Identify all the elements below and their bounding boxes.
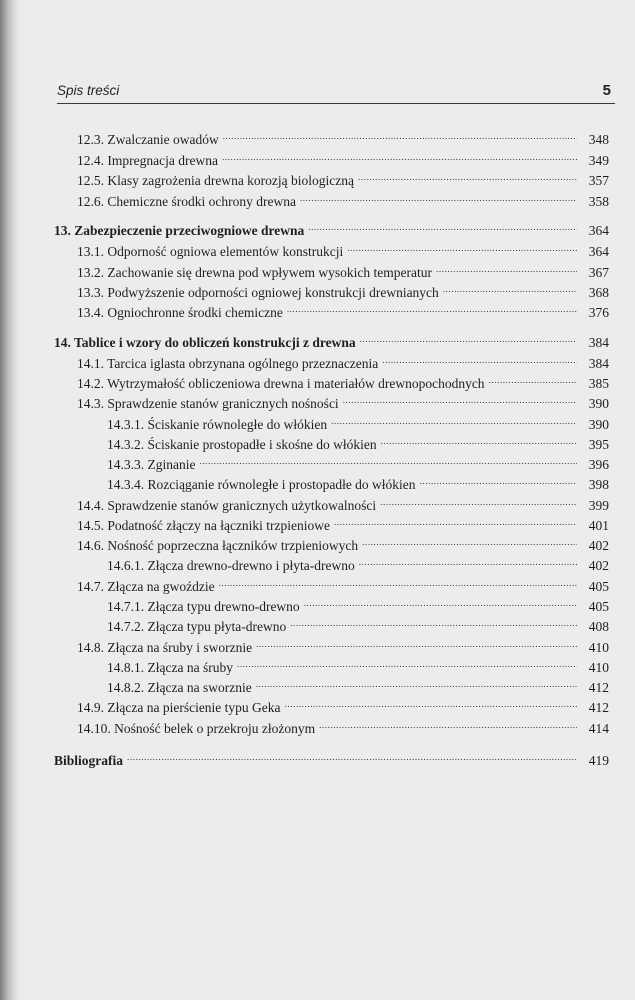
toc-entry[interactable] xyxy=(77,692,609,715)
toc-entry-label: 13.4. Ogniochronne środki chemiczne xyxy=(77,305,283,320)
toc-entry-page: 385 xyxy=(588,376,609,391)
dot-leader xyxy=(223,124,577,144)
toc-entry-page: 401 xyxy=(588,518,609,533)
toc-entry-label: 12.3. Zwalczanie owadów xyxy=(77,132,219,147)
toc-subentry[interactable] xyxy=(107,429,609,452)
toc-entry-page: 390 xyxy=(588,396,609,411)
toc-entry-label: 14.10. Nośność belek o przekroju złożonym xyxy=(77,721,316,736)
toc-entry-label: 14.7. Złącza na gwoździe xyxy=(77,579,215,594)
toc-entry-label: 14.4. Sprawdzenie stanów granicznych użytkowalności xyxy=(77,498,377,513)
toc-entry-page: 405 xyxy=(588,579,609,594)
toc-entry-page: 405 xyxy=(588,599,609,614)
dot-leader xyxy=(360,327,577,347)
toc-entry[interactable] xyxy=(77,165,609,188)
toc-entry-label: 14.3.3. Zginanie xyxy=(107,457,196,472)
toc-entry-page: 398 xyxy=(588,477,609,492)
dot-leader xyxy=(343,388,577,408)
toc-entry[interactable] xyxy=(77,713,609,736)
toc-entry-label: 14.5. Podatność złączy na łączniki trzpieniowe xyxy=(77,518,331,533)
toc-subentry[interactable] xyxy=(107,550,609,573)
toc-entry-label: 14.2. Wytrzymałość obliczeniowa drewna i materiałów drewnopochodnych xyxy=(77,376,485,391)
toc-entry[interactable] xyxy=(77,277,609,300)
toc-entry-label: 13.2. Zachowanie się drewna pod wpływem wysokich temperatur xyxy=(77,265,433,280)
toc-subentry[interactable] xyxy=(107,409,609,432)
toc-entry-page: 419 xyxy=(588,753,609,768)
toc-entry-label: 14.7.2. Złącza typu płyta-drewno xyxy=(107,619,287,634)
dot-leader xyxy=(436,257,577,277)
toc-entry-label: 13. Zabezpieczenie przeciwogniowe drewna xyxy=(54,223,305,238)
dot-leader xyxy=(489,368,577,388)
toc-entry[interactable] xyxy=(77,530,609,553)
toc-entry-page: 410 xyxy=(588,660,609,675)
toc-entry-label: 14.1. Tarcica iglasta obrzynana ogólnego przeznaczenia xyxy=(77,356,379,371)
toc-chapter-entry[interactable] xyxy=(54,327,609,350)
toc-entry-page: 402 xyxy=(588,538,609,553)
toc-entry-page: 408 xyxy=(588,619,609,634)
dot-leader xyxy=(304,591,577,611)
toc-entry-page: 364 xyxy=(588,244,609,259)
dot-leader xyxy=(382,348,577,368)
toc-entry-page: 384 xyxy=(588,335,609,350)
toc-entry-label: 14.3.1. Ściskanie równoległe do włókien xyxy=(107,417,328,432)
toc-entry-label: 14.9. Złącza na pierścienie typu Geka xyxy=(77,700,281,715)
toc-subentry[interactable] xyxy=(107,591,609,614)
toc-entry-label: 14.8.2. Złącza na sworznie xyxy=(107,680,252,695)
toc-entry[interactable] xyxy=(77,236,609,259)
toc-entry-label: 12.5. Klasy zagrożenia drewna korozją biologiczną xyxy=(77,173,355,188)
dot-leader xyxy=(285,692,577,712)
dot-leader xyxy=(443,277,577,297)
dot-leader xyxy=(308,215,577,235)
toc-subentry[interactable] xyxy=(107,449,609,472)
toc-entry[interactable] xyxy=(77,348,609,371)
toc-entry-page: 412 xyxy=(588,700,609,715)
toc-entry-page: 396 xyxy=(588,457,609,472)
dot-leader xyxy=(199,449,577,469)
dot-leader xyxy=(420,469,577,489)
toc-entry-label: 13.1. Odporność ogniowa elementów konstrukcji xyxy=(77,244,344,259)
toc-entry-page: 364 xyxy=(588,223,609,238)
toc-entry[interactable] xyxy=(77,145,609,168)
dot-leader xyxy=(362,530,577,550)
toc-entry-label: 14.3.2. Ściskanie prostopadłe i skośne do włókien xyxy=(107,437,377,452)
toc-entry-label: 14.8.1. Złącza na śruby xyxy=(107,660,233,675)
toc-entry[interactable] xyxy=(77,257,609,280)
dot-leader xyxy=(256,672,577,692)
dot-leader xyxy=(334,510,577,530)
toc-entry-label: 14.8. Złącza na śruby i sworznie xyxy=(77,640,253,655)
toc-subentry[interactable] xyxy=(107,672,609,695)
dot-leader xyxy=(347,236,577,256)
toc-entry-page: 368 xyxy=(588,285,609,300)
toc-entry-label: 14.6. Nośność poprzeczna łączników trzpieniowych xyxy=(77,538,359,553)
dot-leader xyxy=(319,713,577,733)
toc-entry-page: 357 xyxy=(588,173,609,188)
toc-entry[interactable] xyxy=(77,186,609,209)
toc-entry-page: 349 xyxy=(588,153,609,168)
toc-entry-label: 14.6.1. Złącza drewno-drewno i płyta-drewno xyxy=(107,558,355,573)
page-number: 5 xyxy=(602,82,611,99)
toc-entry-page: 399 xyxy=(588,498,609,513)
toc-entry-page: 414 xyxy=(588,721,609,736)
toc-chapter-entry[interactable] xyxy=(54,215,609,238)
toc-bibliography-entry[interactable] xyxy=(54,745,609,768)
dot-leader xyxy=(380,490,577,510)
toc-entry-page: 410 xyxy=(588,640,609,655)
dot-leader xyxy=(256,632,577,652)
toc-entry-label: 12.4. Impregnacja drewna xyxy=(77,153,218,168)
dot-leader xyxy=(219,571,577,591)
toc-subentry[interactable] xyxy=(107,652,609,675)
dot-leader xyxy=(381,429,577,449)
toc-entry[interactable] xyxy=(77,490,609,513)
toc-entry-label: 14.3. Sprawdzenie stanów granicznych nośności xyxy=(77,396,339,411)
toc-entry[interactable] xyxy=(77,297,609,320)
toc-entry[interactable] xyxy=(77,388,609,411)
toc-entry-page: 390 xyxy=(588,417,609,432)
toc-entry-label: 14. Tablice i wzory do obliczeń konstrukcji z drewna xyxy=(54,335,356,350)
toc-entry-page: 358 xyxy=(588,194,609,209)
toc-entry-page: 395 xyxy=(588,437,609,452)
toc-entry[interactable] xyxy=(77,124,609,147)
dot-leader xyxy=(290,611,577,631)
toc-entry-label: 14.7.1. Złącza typu drewno-drewno xyxy=(107,599,300,614)
dot-leader xyxy=(358,165,577,185)
toc-subentry[interactable] xyxy=(107,469,609,492)
dot-leader xyxy=(331,409,577,429)
toc-entry-page: 402 xyxy=(588,558,609,573)
toc-entry[interactable] xyxy=(77,571,609,594)
toc-entry-page: 412 xyxy=(588,680,609,695)
toc-entry-label: 13.3. Podwyższenie odporności ogniowej konstrukcji drewnianych xyxy=(77,285,439,300)
toc-subentry[interactable] xyxy=(107,611,609,634)
toc-entry-page: 384 xyxy=(588,356,609,371)
toc-entry-page: 367 xyxy=(588,265,609,280)
dot-leader xyxy=(237,652,577,672)
toc-entry[interactable] xyxy=(77,632,609,655)
dot-leader xyxy=(359,550,577,570)
dot-leader xyxy=(300,186,577,206)
toc-entry-label: 12.6. Chemiczne środki ochrony drewna xyxy=(77,194,296,209)
toc-entry-label: Bibliografia xyxy=(54,753,124,768)
running-title: Spis treści xyxy=(57,83,120,98)
toc-entry-label: 14.3.4. Rozciąganie równoległe i prostopadłe do włókien xyxy=(107,477,416,492)
toc-entry[interactable] xyxy=(77,510,609,533)
toc-entry-page: 376 xyxy=(588,305,609,320)
dot-leader xyxy=(222,145,577,165)
dot-leader xyxy=(127,745,577,765)
toc-entry-page: 348 xyxy=(588,132,609,147)
dot-leader xyxy=(287,297,577,317)
toc-entry[interactable] xyxy=(77,368,609,391)
